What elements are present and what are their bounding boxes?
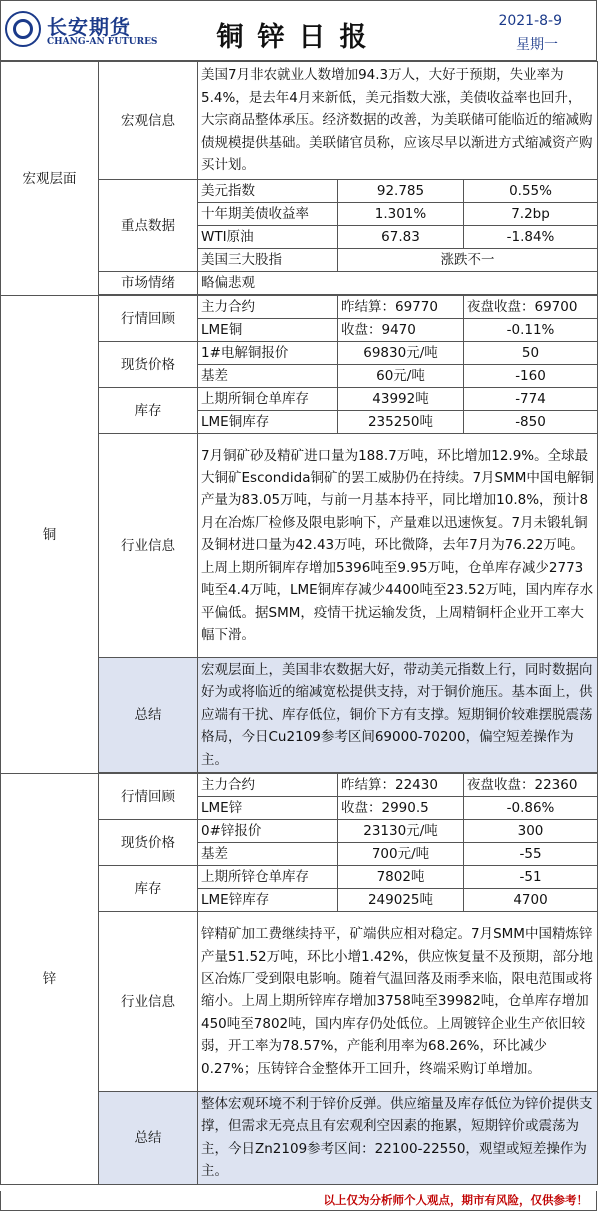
copper-review-name: 主力合约 <box>198 296 338 319</box>
copper-review-row <box>1 296 598 319</box>
copper-review-close: 收盘：9470 <box>338 319 464 342</box>
zinc-review-night: 夜盘收盘：22360 <box>464 774 598 797</box>
sentiment-label: 市场情绪 <box>99 272 198 295</box>
zinc-stock-change: -51 <box>464 866 598 889</box>
zinc-review-name: LME锌 <box>198 797 338 820</box>
key-data-value: 67.83 <box>338 226 464 249</box>
copper-spot-label: 现货价格 <box>99 342 198 388</box>
copper-spot-name: 基差 <box>198 365 338 388</box>
report-weekday: 星期一 <box>516 37 558 53</box>
report-table <box>0 61 598 1185</box>
sentiment-value: 略偏悲观 <box>198 272 598 295</box>
key-data-label: 重点数据 <box>99 180 198 272</box>
us-stocks-label: 美国三大股指 <box>198 249 338 272</box>
zinc-spot-name: 0#锌报价 <box>198 820 338 843</box>
zinc-stock-change: 4700 <box>464 889 598 912</box>
copper-stock-label: 库存 <box>99 388 198 434</box>
report-title: 铜锌日报 <box>216 22 381 53</box>
key-data-change: 7.2bp <box>464 203 598 226</box>
copper-spot-change: -160 <box>464 365 598 388</box>
copper-spot-change: 50 <box>464 342 598 365</box>
key-data-value: 92.785 <box>338 180 464 203</box>
copper-stock-change: -850 <box>464 411 598 434</box>
report-date: 2021-8-9 <box>498 13 562 29</box>
macro-info-row <box>1 62 598 180</box>
zinc-review-name: 主力合约 <box>198 774 338 797</box>
zinc-industry-label: 行业信息 <box>99 912 198 1092</box>
zinc-spot-change: -55 <box>464 843 598 866</box>
key-data-name: 十年期美债收益率 <box>198 203 338 226</box>
zinc-review-row <box>1 774 598 797</box>
macro-info-text: 美国7月非农就业人数增加94.3万人，大好于预期，失业率为5.4%，是去年4月来新低，美元指数大涨，美债收益率也回升，大宗商品整体承压。经济数据的改善，为美联储可能临近的缩减购债规模提供基础。美联储官员称，应该尽早以渐进方式缩减资产购买计划。 <box>198 62 598 180</box>
zinc-spot-value: 23130元/吨 <box>338 820 464 843</box>
zinc-review-label: 行情回顾 <box>99 774 198 820</box>
copper-spot-value: 69830元/吨 <box>338 342 464 365</box>
key-data-name: WTI原油 <box>198 226 338 249</box>
copper-industry-label: 行业信息 <box>99 434 198 658</box>
copper-spot-name: 1#电解铜报价 <box>198 342 338 365</box>
section-macro: 宏观层面 <box>1 62 99 296</box>
zinc-review-close: 收盘：2990.5 <box>338 797 464 820</box>
zinc-industry-text: 锌精矿加工费继续持平，矿端供应相对稳定。7月SMM中国精炼锌产量51.52万吨，环比小增1.42%，供应恢复量不及预期，部分地区冶炼厂受到限电影响。随着气温回落及雨季来临，限电范围或将缩小。上周上期所锌库存增加3758吨至39982吨，仓单库存增加450吨至7802吨，国内库存仍处低位。上周镀锌企业生产依旧较弱，开工率为78.57%，产能利用率为68.26%，环比减少0.27%；压铸锌合金整体开工回升，终端采购订单增加。 <box>198 912 598 1092</box>
copper-review-settle: 昨结算：69770 <box>338 296 464 319</box>
copper-review-change: -0.11% <box>464 319 598 342</box>
key-data-change: -1.84% <box>464 226 598 249</box>
zinc-spot-change: 300 <box>464 820 598 843</box>
copper-stock-change: -774 <box>464 388 598 411</box>
section-copper: 铜 <box>1 296 99 774</box>
copper-review-name: LME铜 <box>198 319 338 342</box>
section-zinc: 锌 <box>1 774 99 1185</box>
copper-stock-name: 上期所铜仓单库存 <box>198 388 338 411</box>
zinc-spot-name: 基差 <box>198 843 338 866</box>
zinc-stock-value: 249025吨 <box>338 889 464 912</box>
report-header <box>0 0 597 61</box>
copper-review-label: 行情回顾 <box>99 296 198 342</box>
zinc-spot-value: 700元/吨 <box>338 843 464 866</box>
zinc-summary-label: 总结 <box>99 1092 198 1185</box>
copper-stock-value: 235250吨 <box>338 411 464 434</box>
copper-stock-value: 43992吨 <box>338 388 464 411</box>
logo-english-name: CHANG-AN FUTURES <box>47 37 158 47</box>
copper-summary-text: 宏观层面上，美国非农数据大好，带动美元指数上行，同时数据向好为或将临近的缩减宽松提供支持，对于铜价施压。基本面上，供应端有干扰、库存低位，铜价下方有支撑。短期铜价较难摆脱震荡格局，今日Cu2109参考区间69000-70200，偏空短差操作为主。 <box>198 658 598 773</box>
copper-stock-name: LME铜库存 <box>198 411 338 434</box>
key-data-value: 1.301% <box>338 203 464 226</box>
disclaimer-text: 以上仅为分析师个人观点，期市有风险，仅供参考！ <box>323 1193 588 1207</box>
zinc-stock-label: 库存 <box>99 866 198 912</box>
macro-info-label: 宏观信息 <box>99 62 198 180</box>
copper-summary-label: 总结 <box>99 658 198 773</box>
disclaimer-bar <box>0 1191 597 1211</box>
zinc-summary-text: 整体宏观环境不利于锌价反弹。供应缩量及库存低位为锌价提供支撑，但需求无亮点且有宏观利空因素的拖累，短期锌价或震荡为主，今日Zn2109参考区间：22100-22550，观望或短差操作为主。 <box>198 1092 598 1185</box>
logo-chinese-name: 长安期货 <box>47 15 131 39</box>
zinc-stock-value: 7802吨 <box>338 866 464 889</box>
zinc-stock-name: LME锌库存 <box>198 889 338 912</box>
us-stocks-value: 涨跌不一 <box>338 249 598 272</box>
copper-spot-value: 60元/吨 <box>338 365 464 388</box>
zinc-review-change: -0.86% <box>464 797 598 820</box>
zinc-spot-label: 现货价格 <box>99 820 198 866</box>
zinc-stock-name: 上期所锌仓单库存 <box>198 866 338 889</box>
key-data-name: 美元指数 <box>198 180 338 203</box>
copper-industry-text: 7月铜矿砂及精矿进口量为188.7万吨，环比增加12.9%。全球最大铜矿Escondida铜矿的罢工威胁仍在持续。7月SMM中国电解铜产量为83.05万吨，与前一月基本持平，同比增加10.8%，预计8月在冶炼厂检修及限电影响下，产量难以迅速恢复。7月未锻轧铜及铜材进口量为42.43万吨，环比微降，去年7月为76.22万吨。上周上期所铜库存增加5396吨至9.95万吨，仓单库存减少2773吨至4.4万吨，LME铜库存减少4400吨至23.52万吨，国内库存水平偏低。据SMM，疫情干扰运输发货，上周精铜杆企业开工率大幅下滑。 <box>198 434 598 658</box>
key-data-change: 0.55% <box>464 180 598 203</box>
zinc-review-settle: 昨结算：22430 <box>338 774 464 797</box>
copper-review-night: 夜盘收盘：69700 <box>464 296 598 319</box>
